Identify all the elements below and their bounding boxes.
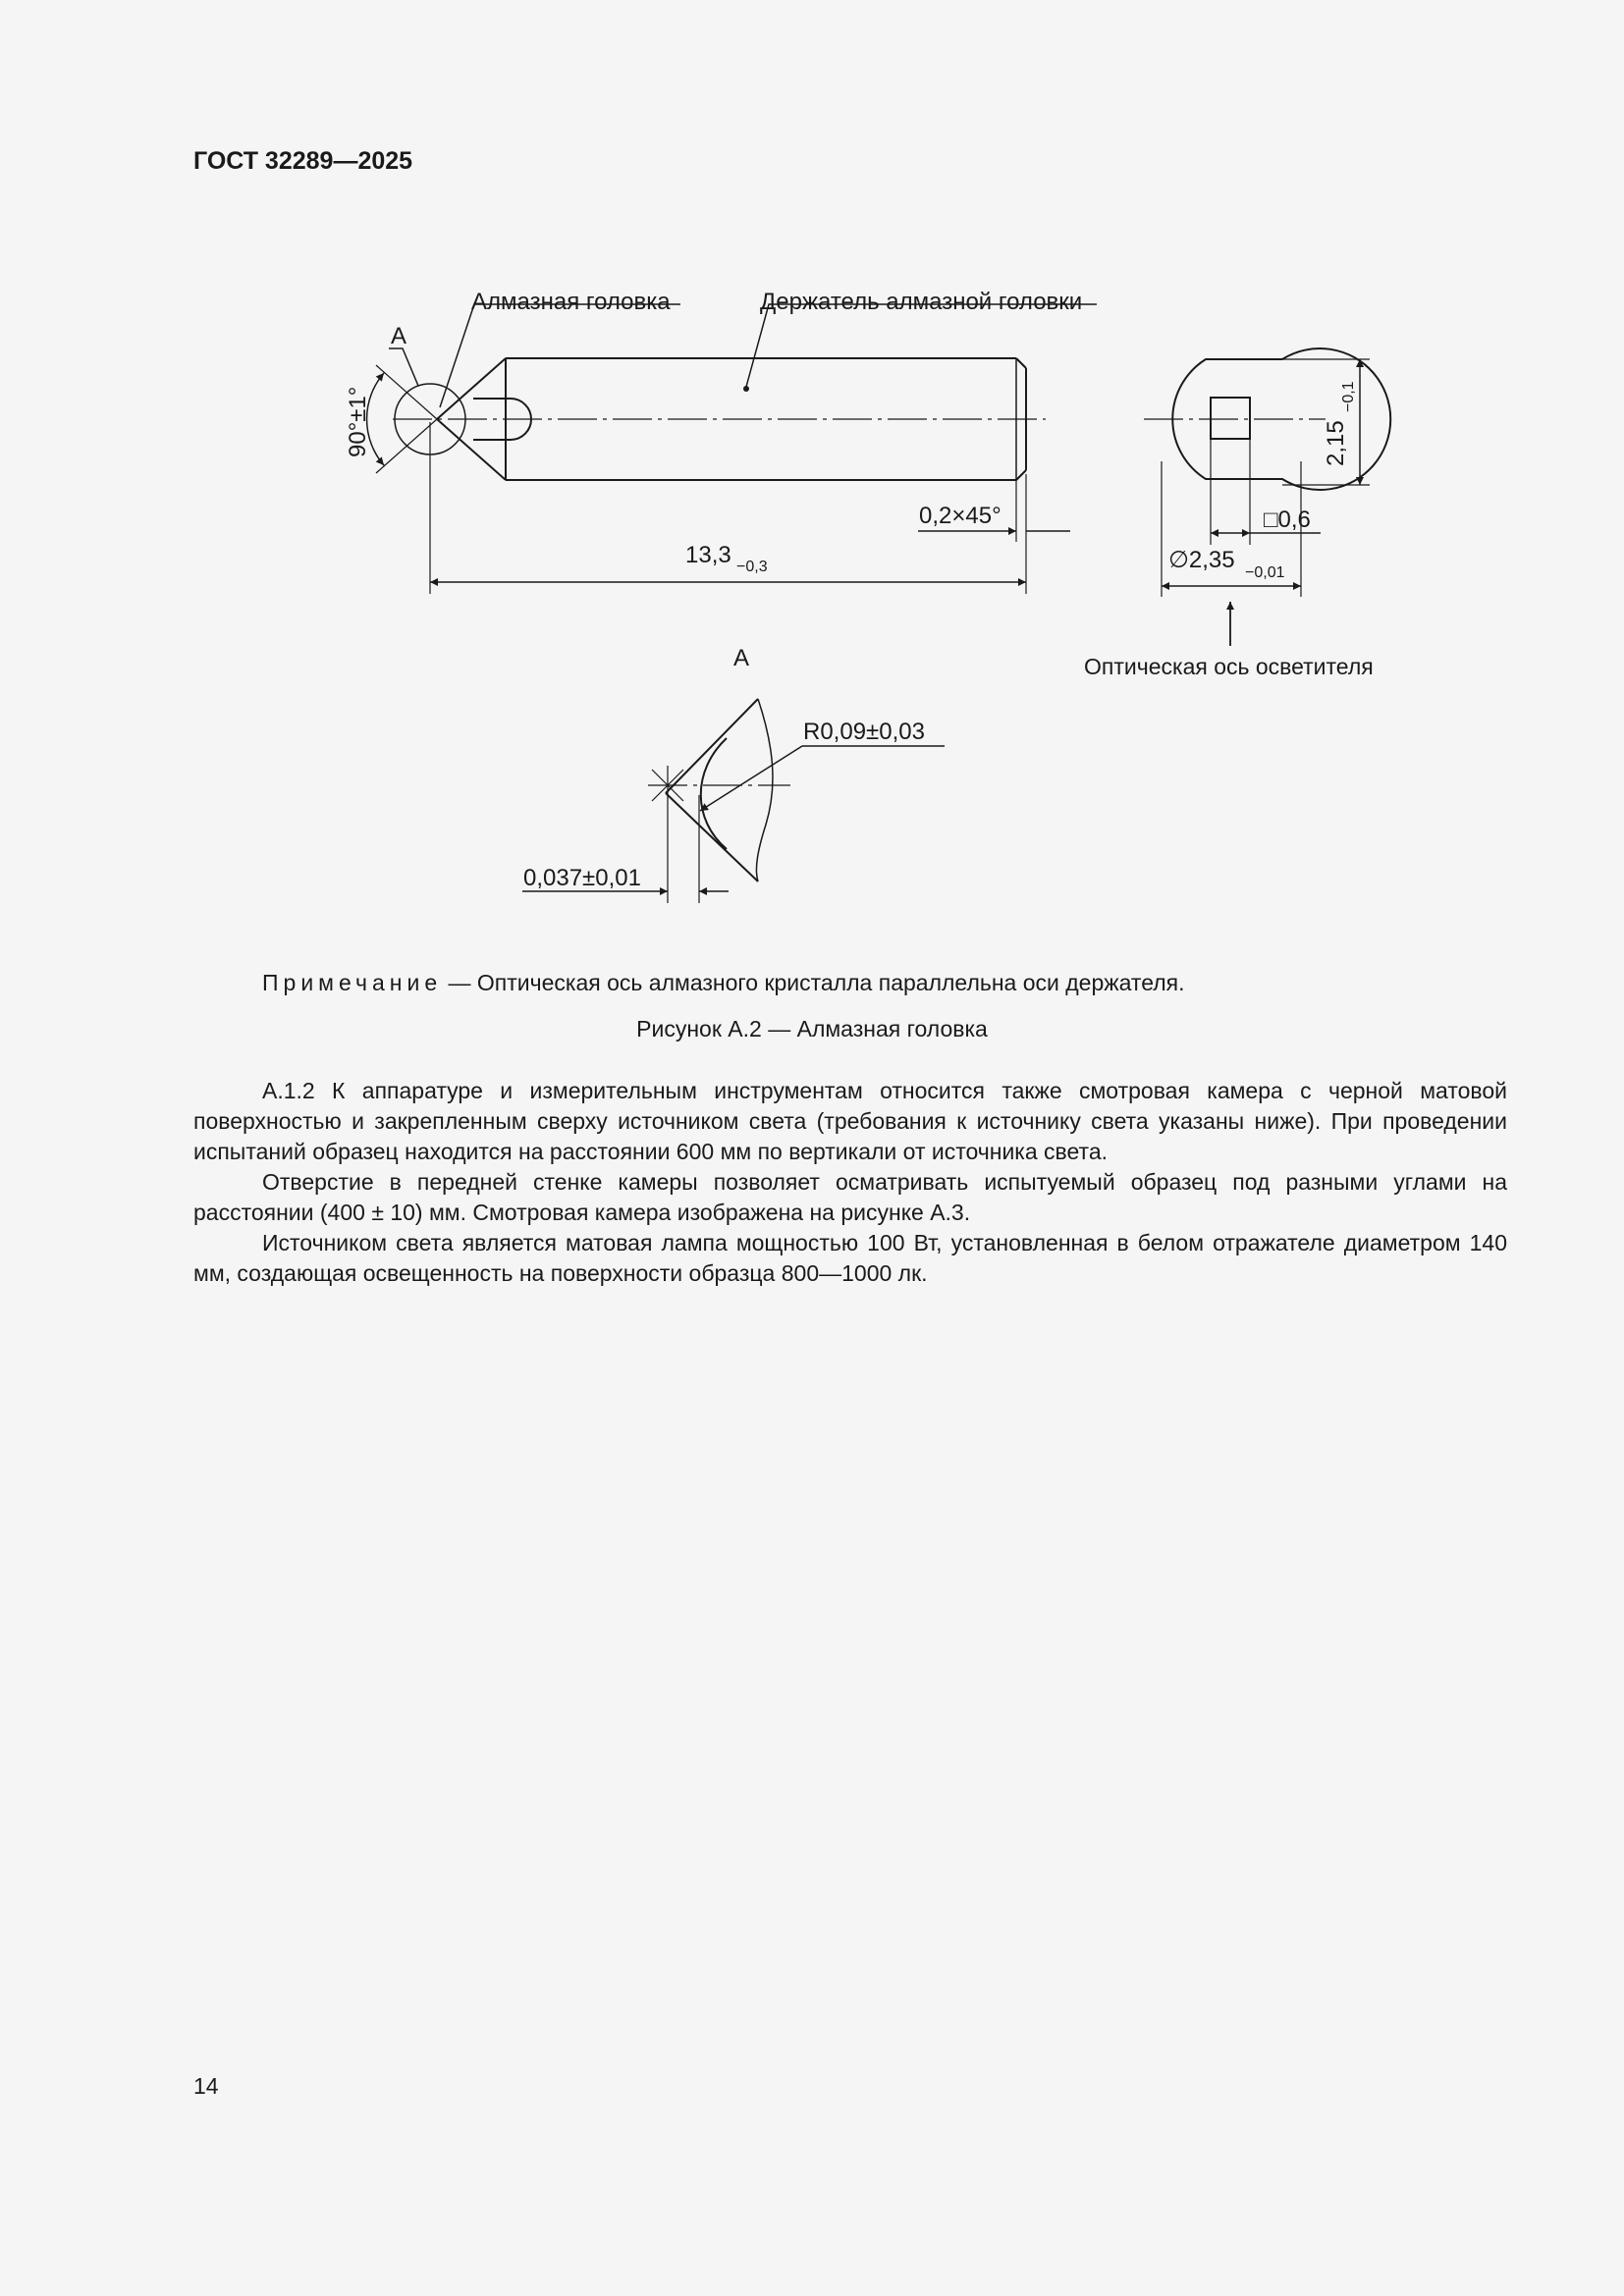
paragraph: А.1.2 К аппаратуре и измерительным инструментам относится также смотровая камера с черной матовой поверхностью и закрепленным сверху источником света (требования к источнику света указаны ниже). При проведении испытаний образец находится на расстоянии 600 мм по вертикали от источника света. bbox=[193, 1078, 1507, 1164]
label-optical-axis: Оптическая ось осветителя bbox=[1084, 654, 1374, 679]
label-diameter-tol: −0,01 bbox=[1245, 564, 1285, 581]
page-number: 14 bbox=[193, 2073, 219, 2099]
note-label: Примечание bbox=[262, 970, 443, 995]
label-length: 13,3 bbox=[685, 542, 731, 568]
label-chamfer: 0,2×45° bbox=[919, 503, 1001, 529]
body-text bbox=[193, 1076, 1507, 1289]
label-length-tol: −0,3 bbox=[736, 559, 768, 575]
note-text: — Оптическая ось алмазного кристалла параллельна оси держателя. bbox=[442, 970, 1185, 995]
label-diameter: ∅2,35 bbox=[1168, 547, 1235, 573]
detail-view bbox=[648, 699, 790, 903]
label-offset: 0,037±0,01 bbox=[523, 865, 641, 891]
label-square: □0,6 bbox=[1264, 507, 1311, 533]
label-diamond-head: Алмазная головка bbox=[471, 289, 671, 315]
label-angle: 90°±1° bbox=[345, 386, 371, 457]
paragraph: Источником света является матовая лампа мощностью 100 Вт, установленная в белом отражателе диаметром 140 мм, создающая освещенность на поверхности образца 800—1000 лк. bbox=[193, 1230, 1507, 1286]
paragraph: Отверстие в передней стенке камеры позволяет осматривать испытуемый образец под разными углами на расстоянии (400 ± 10) мм. Смотровая камера изображена на рисунке А.3. bbox=[193, 1169, 1507, 1225]
label-holder: Держатель алмазной головки bbox=[760, 289, 1083, 315]
document-header: ГОСТ 32289—2025 bbox=[193, 147, 413, 175]
label-height: 2,15 bbox=[1323, 420, 1349, 466]
label-view-letter: А bbox=[391, 323, 407, 349]
label-detail-letter: А bbox=[733, 645, 750, 671]
technical-drawing bbox=[0, 0, 1624, 982]
figure-caption: Рисунок А.2 — Алмазная головка bbox=[636, 1016, 988, 1041]
end-view bbox=[1144, 348, 1390, 490]
label-height-tol: −0,1 bbox=[1340, 381, 1357, 412]
label-radius: R0,09±0,03 bbox=[803, 719, 925, 745]
figure-note bbox=[262, 970, 1185, 996]
